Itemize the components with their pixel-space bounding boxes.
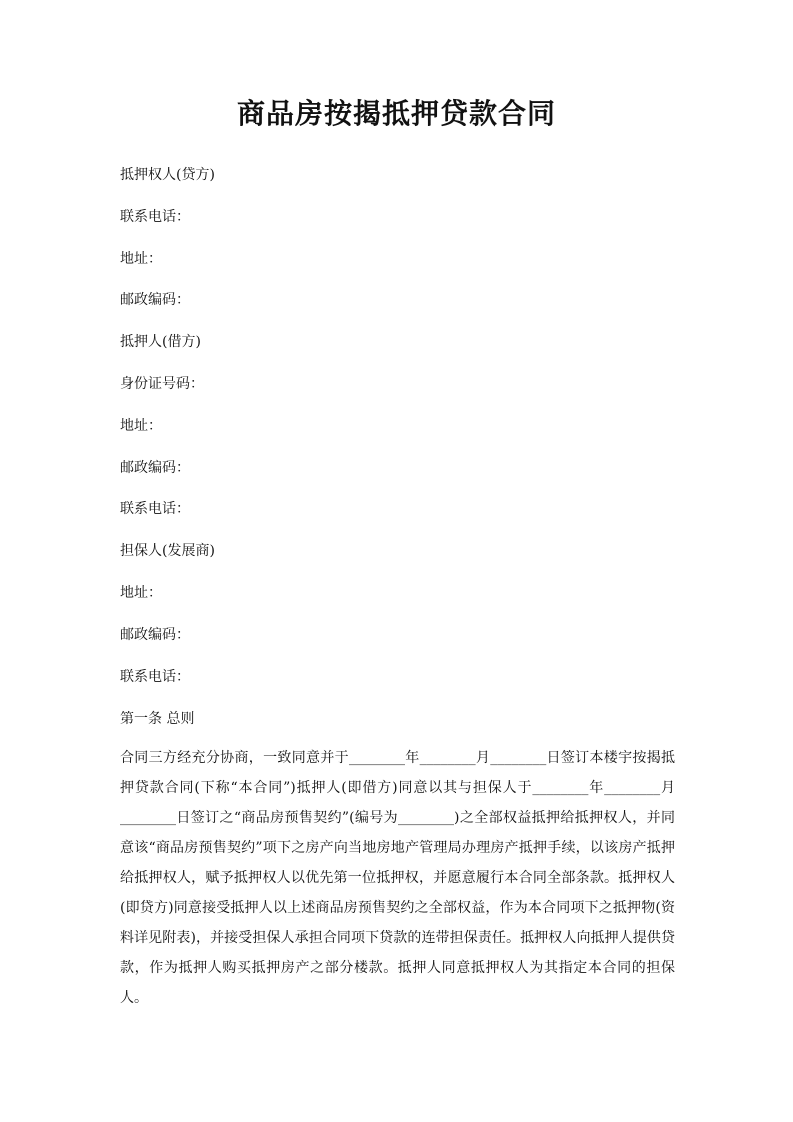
field-borrower: 抵押人(借方) [120,334,201,351]
article-heading: 第一条 总则 [120,711,195,727]
field-lender-address: 地址： [120,250,162,267]
field-borrower-address: 地址： [120,417,162,434]
field-borrower-phone: 联系电话： [120,501,190,518]
field-guarantor-address: 地址： [120,584,162,601]
field-lender-postcode: 邮政编码： [120,292,190,309]
field-lender-phone: 联系电话： [120,208,190,225]
field-guarantor-phone: 联系电话： [120,668,190,685]
field-borrower-id-number: 身份证号码： [120,375,204,392]
party-fields [120,160,680,703]
field-guarantor: 担保人(发展商) [120,543,215,560]
field-lender: 抵押权人(贷方) [120,167,215,183]
article-body: 合同三方经充分协商，一致同意并于________年________月________日签订本楼宇按揭抵押贷款合同(下称“本合同”)抵押人(即借方)同意以其与担保人于________年________月________日签订之“商品房预售契约”(编号为________)之全部权益抵押给抵押权人，并同意该“商品房预售契约”项下之房产向当地房地产管理局办理房产抵押手续，以该房产抵押给抵押权人，赋予抵押权人以优先第一位抵押权，并愿意履行本合同全部条款。抵押权人(即贷方)同意接受抵押人以上述商品房预售契约之全部权益，作为本合同项下之抵押物(资料详见附表)，并接受担保人承担合同项下贷款的连带担保责任。抵押权人向抵押人提供贷款，作为抵押人购买抵押房产之部分楼款。抵押人同意抵押权人为其指定本合同的担保人。 [120,750,675,1006]
page-title: 商品房按揭抵押贷款合同 [236,97,556,130]
field-guarantor-postcode: 邮政编码： [120,626,190,643]
field-borrower-postcode: 邮政编码： [120,459,190,476]
